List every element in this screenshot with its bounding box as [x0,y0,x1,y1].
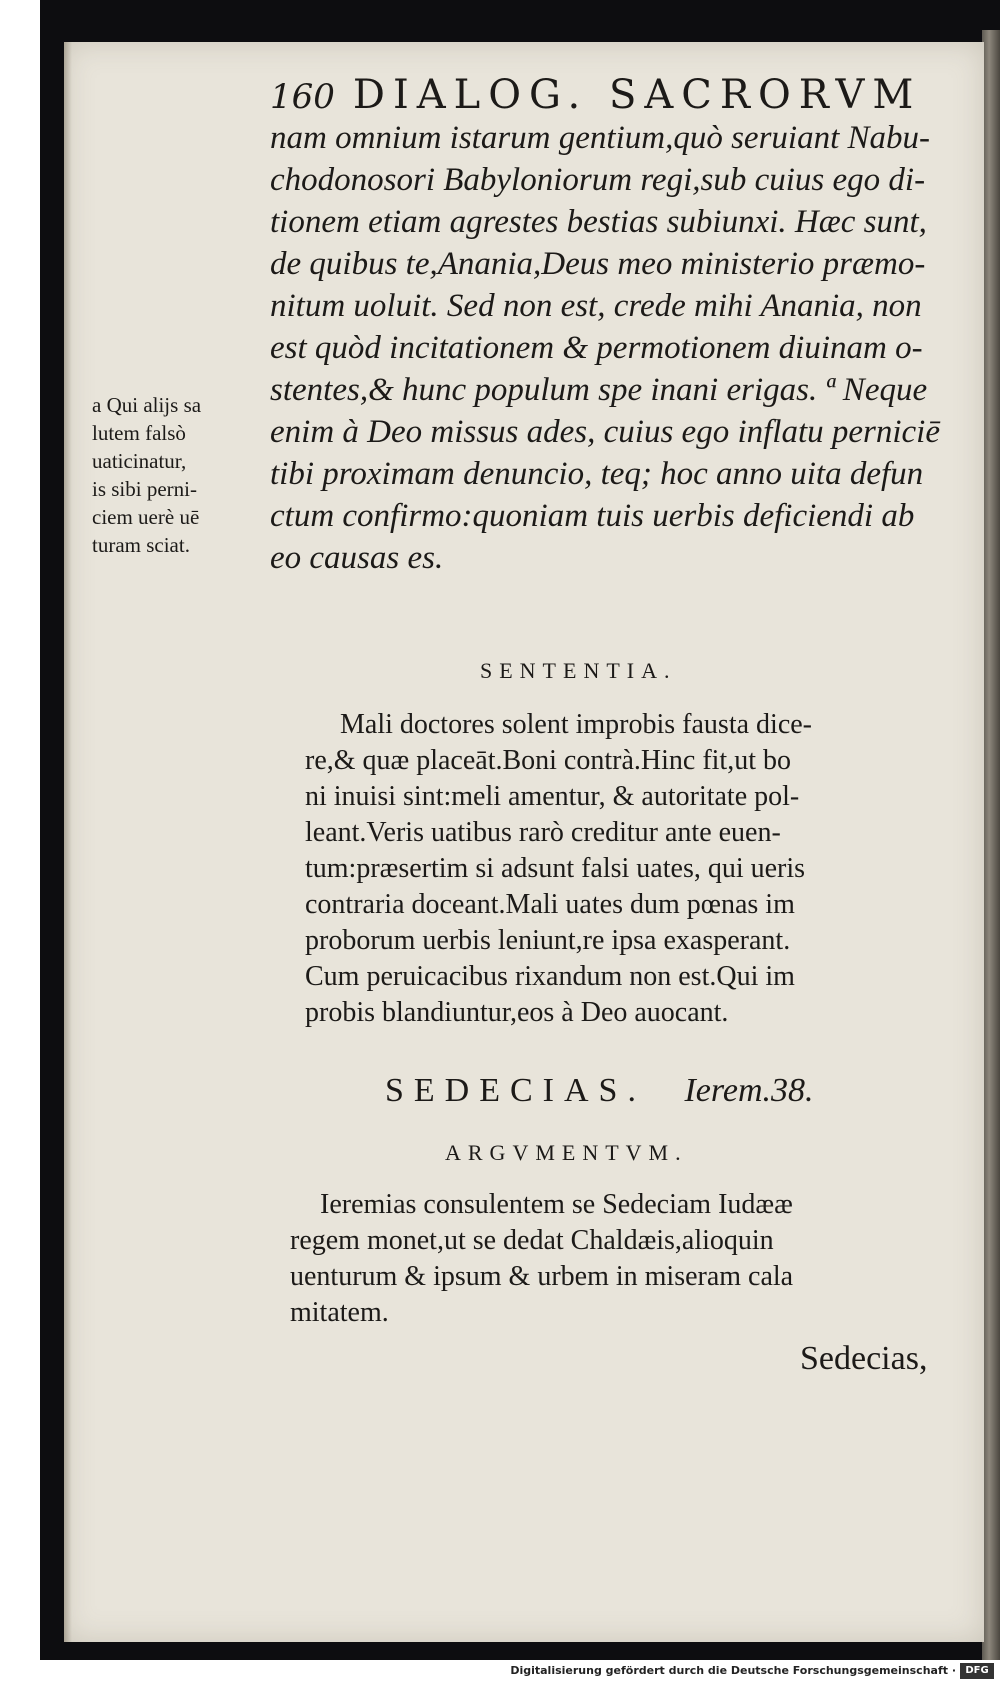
text-line: chodonosori Babyloniorum regi,sub cuius ego di- [270,162,926,198]
text-line: nitum uoluit. Sed non est, crede mihi Anania, non [270,288,922,324]
footer [0,1660,1000,1684]
text-line: re,& quæ placeāt.Boni contrà.Hinc fit,ut bo [305,745,791,776]
speaker-name: SEDECIAS. [385,1072,646,1109]
book-page-edge [982,30,1000,1660]
text-line: Cum peruicacibus rixandum non est.Qui im [305,961,795,992]
note-line: ciem uerè uē [92,505,200,529]
text-line: contraria doceant.Mali uates dum pœnas im [305,889,795,920]
page-number: 160 [270,77,335,117]
note-line: a Qui alijs sa [92,393,202,417]
text-line: probis blandiuntur,eos à Deo auocant. [305,997,729,1028]
note-line: lutem falsò [92,421,186,445]
text-line: mitatem. [290,1297,389,1328]
text-line: leant.Veris uatibus rarò creditur ante euen- [305,817,781,848]
text-line: Mali doctores solent improbis fausta dice- [340,709,812,740]
argumentum-heading: ARGVMENTVM. [445,1140,688,1165]
running-head [270,72,970,118]
text-line: de quibus te,Anania,Deus meo ministerio præmo- [270,246,926,282]
running-title: DIALOG. SACRORVM [352,72,922,118]
text-line: tionem etiam agrestes bestias subiunxi. Hæc sunt, [270,204,927,240]
text-line: eo causas es. [270,540,444,576]
catchword: Sedecias, [800,1340,928,1377]
text-line: nam omnium istarum gentium,quò seruiant Nabu- [270,120,930,156]
text-line: uenturum & ipsum & urbem in miseram cala [290,1261,794,1292]
text-line: regem monet,ut se dedat Chaldæis,alioquin [290,1225,774,1256]
text-line: Ieremias consulentem se Sedeciam Iudææ [320,1189,793,1220]
text-line: stentes,& hunc populum spe inani erigas. ª Neque [270,372,928,408]
text-line: enim à Deo missus ades, cuius ego inflatu perniciē [270,414,940,450]
note-line: is sibi perni- [92,477,197,501]
funding-credit: Digitalisierung gefördert durch die Deutsche Forschungsgemeinschaft · [510,1664,956,1677]
text-line: tum:præsertim si adsunt falsi uates, qui ueris [305,853,806,884]
text-line: est quòd incitationem & permotionem diuinam o- [270,330,923,366]
sententia-heading: SENTENTIA. [480,658,677,683]
gutter-shadow [64,42,72,1642]
note-line: turam sciat. [92,533,190,557]
note-line: uaticinatur, [92,449,187,473]
dfg-logo-icon: DFG [960,1663,994,1679]
text-line: proborum uerbis leniunt,re ipsa exasperant. [305,925,791,956]
scripture-reference: Ierem.38. [684,1072,814,1109]
text-line: ni inuisi sint:meli amentur, & autoritate pol- [305,781,800,812]
sedecias-heading [385,1072,814,1110]
text-line: ctum confirmo:quoniam tuis uerbis deficiendi ab [270,498,915,534]
text-line: tibi proximam denuncio, teq; hoc anno uita defun [270,456,924,492]
